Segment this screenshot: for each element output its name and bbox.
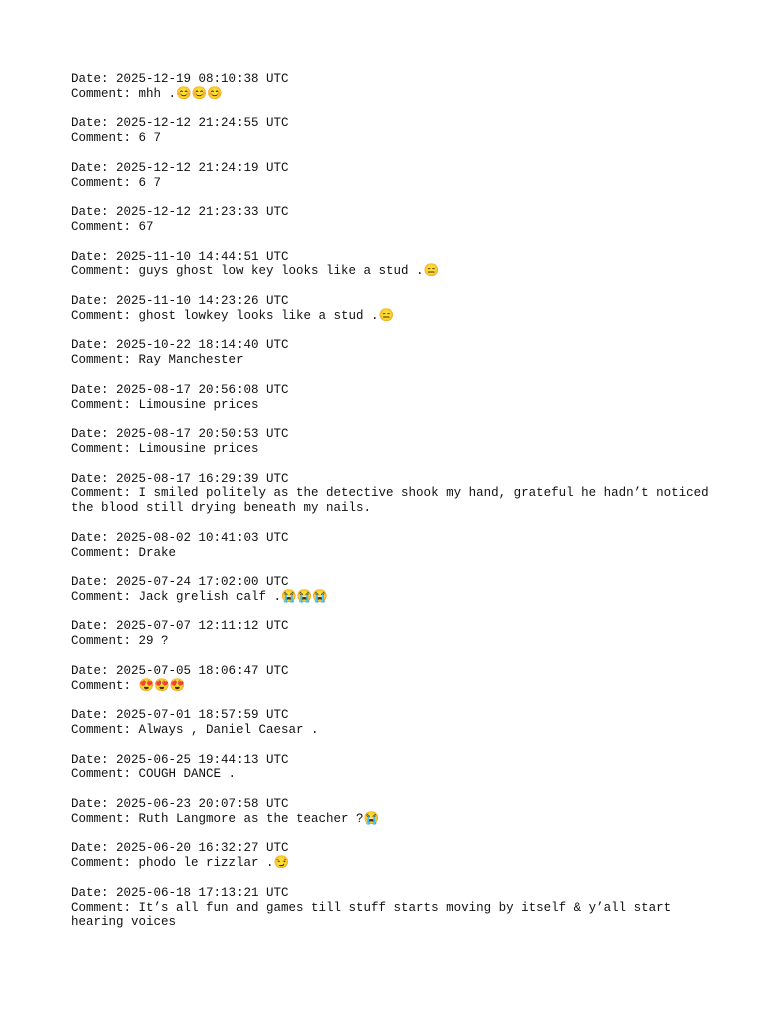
entry-comment-line — [71, 679, 731, 694]
comment-label: Comment: — [71, 397, 139, 412]
date-label: Date: — [71, 160, 117, 175]
entry-comment-line — [71, 442, 731, 457]
comment-entry — [71, 708, 731, 738]
entry-date-line — [71, 116, 731, 131]
comment-text: Jack grelish calf .😭😭😭 — [138, 589, 328, 604]
entry-date-line — [71, 294, 731, 309]
comment-text: Limousine prices — [138, 397, 259, 412]
entry-date-line — [71, 472, 731, 487]
date-label: Date: — [71, 72, 117, 86]
entry-comment-line — [71, 264, 731, 279]
date-label: Date: — [71, 885, 117, 900]
comment-entry — [71, 472, 731, 516]
entry-date-line — [71, 575, 731, 590]
comment-entry — [71, 753, 731, 783]
entry-comment-line — [71, 546, 731, 561]
entry-date-line — [71, 841, 731, 856]
comment-entry — [71, 205, 731, 235]
comment-text: Always , Daniel Caesar . — [138, 723, 319, 738]
comment-label: Comment: — [71, 589, 139, 604]
entry-date-line — [71, 753, 731, 768]
entry-comment-line — [71, 220, 731, 235]
comment-label: Comment: — [71, 723, 139, 738]
entry-date-line — [71, 708, 731, 723]
entry-comment-line — [71, 398, 731, 413]
comment-text: 6 7 — [138, 131, 162, 146]
comment-entry — [71, 294, 731, 324]
date-label: Date: — [71, 530, 117, 545]
entry-comment-line — [71, 634, 731, 649]
entry-date-line — [71, 205, 731, 220]
comment-entry — [71, 427, 731, 457]
entry-comment-line — [71, 353, 731, 368]
comment-entry — [71, 841, 731, 871]
comment-text: Ray Manchester — [138, 353, 244, 368]
date-value: 2025-08-17 20:50:53 UTC — [116, 427, 289, 442]
date-label: Date: — [71, 708, 117, 723]
entry-date-line — [71, 161, 731, 176]
comment-text: COUGH DANCE . — [138, 767, 237, 782]
comment-label: Comment: — [71, 219, 139, 234]
date-value: 2025-12-12 21:24:55 UTC — [116, 116, 289, 131]
entry-date-line — [71, 338, 731, 353]
comment-entry — [71, 797, 731, 827]
date-label: Date: — [71, 752, 117, 767]
date-label: Date: — [71, 249, 117, 264]
comment-text: 6 7 — [138, 175, 162, 190]
comment-entry — [71, 531, 731, 561]
comment-label: Comment: — [71, 811, 139, 826]
date-label: Date: — [71, 471, 117, 486]
comment-label: Comment: — [71, 131, 139, 146]
entry-date-line — [71, 886, 731, 901]
entry-comment-line — [71, 767, 731, 782]
comment-text: phodo le rizzlar .😏 — [138, 856, 290, 871]
entry-date-line — [71, 383, 731, 398]
comment-entry — [71, 664, 731, 694]
comment-log — [71, 72, 731, 945]
entry-date-line — [71, 72, 731, 87]
date-label: Date: — [71, 116, 117, 131]
comment-entry — [71, 886, 731, 930]
comment-label: Comment: — [71, 308, 139, 323]
date-value: 2025-11-10 14:23:26 UTC — [116, 293, 289, 308]
date-value: 2025-11-10 14:44:51 UTC — [116, 249, 289, 264]
comment-text: guys ghost low key looks like a stud .😑 — [138, 264, 440, 279]
date-value: 2025-08-17 16:29:39 UTC — [116, 471, 289, 486]
date-value: 2025-10-22 18:14:40 UTC — [116, 338, 289, 353]
entry-date-line — [71, 619, 731, 634]
date-value: 2025-06-23 20:07:58 UTC — [116, 797, 289, 812]
date-value: 2025-12-19 08:10:38 UTC — [116, 72, 289, 86]
entry-comment-line — [71, 87, 731, 102]
entry-comment-line — [71, 309, 731, 324]
comment-text: 😍😍😍 — [138, 678, 186, 693]
entry-comment-line — [71, 856, 731, 871]
comment-label: Comment: — [71, 900, 139, 915]
comment-label: Comment: — [71, 856, 139, 871]
date-value: 2025-06-25 19:44:13 UTC — [116, 752, 289, 767]
date-label: Date: — [71, 293, 117, 308]
entry-date-line — [71, 250, 731, 265]
comment-label: Comment: — [71, 486, 139, 501]
entry-comment-line — [71, 812, 731, 827]
comment-text: mhh .😊😊😊 — [138, 86, 223, 101]
comment-entry — [71, 161, 731, 191]
date-value: 2025-08-02 10:41:03 UTC — [116, 530, 289, 545]
comment-entry — [71, 383, 731, 413]
date-label: Date: — [71, 841, 117, 856]
comment-text: 67 — [138, 219, 154, 234]
comment-text: Ruth Langmore as the teacher ?😭 — [138, 811, 380, 826]
comment-entry — [71, 72, 731, 102]
entry-date-line — [71, 797, 731, 812]
entry-comment-line — [71, 176, 731, 191]
date-label: Date: — [71, 619, 117, 634]
entry-date-line — [71, 427, 731, 442]
comment-label: Comment: — [71, 767, 139, 782]
date-value: 2025-12-12 21:23:33 UTC — [116, 205, 289, 220]
comment-label: Comment: — [71, 634, 139, 649]
comment-text: Drake — [138, 545, 177, 560]
entry-comment-line — [71, 486, 731, 516]
comment-label: Comment: — [71, 175, 139, 190]
date-value: 2025-07-07 12:11:12 UTC — [116, 619, 289, 634]
entry-comment-line — [71, 131, 731, 146]
comment-text: I smiled politely as the detective shook my hand, grateful he hadn’t noticed the blood still drying beneath my nails. — [71, 486, 717, 516]
date-label: Date: — [71, 663, 117, 678]
date-label: Date: — [71, 427, 117, 442]
date-label: Date: — [71, 797, 117, 812]
date-label: Date: — [71, 382, 117, 397]
date-value: 2025-06-18 17:13:21 UTC — [116, 885, 289, 900]
entry-date-line — [71, 531, 731, 546]
date-label: Date: — [71, 575, 117, 590]
comment-text: ghost lowkey looks like a stud .😑 — [138, 308, 395, 323]
date-value: 2025-07-24 17:02:00 UTC — [116, 575, 289, 590]
date-value: 2025-08-17 20:56:08 UTC — [116, 382, 289, 397]
comment-text: 29 ? — [138, 634, 169, 649]
date-label: Date: — [71, 205, 117, 220]
entry-comment-line — [71, 590, 731, 605]
date-value: 2025-06-20 16:32:27 UTC — [116, 841, 289, 856]
comment-entry — [71, 250, 731, 280]
comment-entry — [71, 575, 731, 605]
comment-label: Comment: — [71, 86, 139, 101]
comment-label: Comment: — [71, 678, 139, 693]
date-label: Date: — [71, 338, 117, 353]
entry-comment-line — [71, 723, 731, 738]
date-value: 2025-07-01 18:57:59 UTC — [116, 708, 289, 723]
comment-label: Comment: — [71, 264, 139, 279]
comment-text: Limousine prices — [138, 441, 259, 456]
comment-label: Comment: — [71, 545, 139, 560]
comment-entry — [71, 338, 731, 368]
comment-label: Comment: — [71, 353, 139, 368]
comment-text: It’s all fun and games till stuff starts moving by itself & y’all start hearing voices — [71, 900, 679, 930]
date-value: 2025-12-12 21:24:19 UTC — [116, 160, 289, 175]
date-value: 2025-07-05 18:06:47 UTC — [116, 663, 289, 678]
comment-entry — [71, 619, 731, 649]
entry-date-line — [71, 664, 731, 679]
comment-label: Comment: — [71, 441, 139, 456]
comment-entry — [71, 116, 731, 146]
entry-comment-line — [71, 901, 731, 931]
